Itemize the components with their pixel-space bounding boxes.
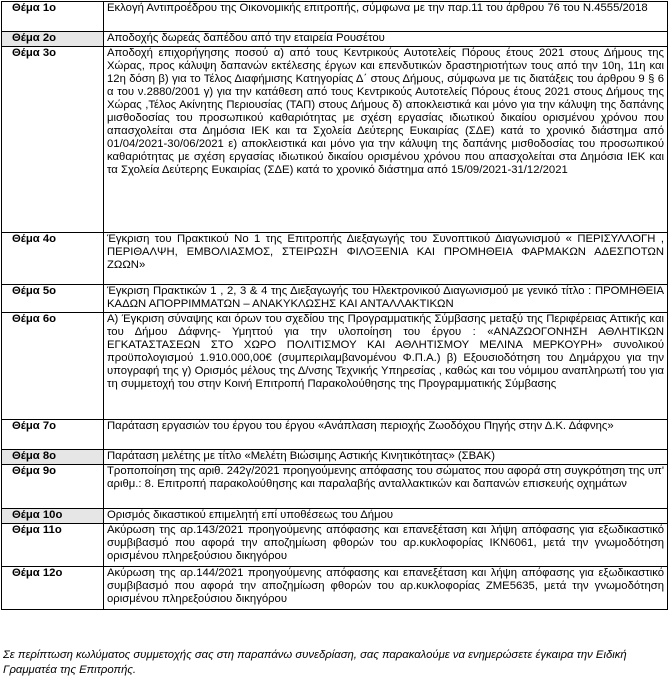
agenda-row	[2, 465, 668, 509]
agenda-row	[2, 2, 668, 32]
item-description: Ορισμός δικαστικού επιμελητή επί υποθέσεως του Δήμου	[104, 509, 668, 524]
item-number: Θέμα 8ο	[2, 450, 104, 465]
item-description: Παράταση μελέτης με τίτλο «Μελέτη Βιώσιμης Αστικής Κινητικότητας» (ΣΒΑΚ)	[104, 450, 668, 465]
agenda-row	[2, 233, 668, 285]
agenda-table	[1, 1, 668, 610]
item-number: Θέμα 7ο	[2, 420, 104, 450]
agenda-row	[2, 524, 668, 567]
agenda-row	[2, 509, 668, 524]
item-description: Ακύρωση της αρ.144/2021 προηγούμενης απόφασης και επανεξέταση και λήψη απόφασης για εξωδικαστικό συμβιβασμό που αφορά την αποζημίωση φθορών του αρ.κυκλοφορίας ΖΜΕ5635, μετά την γνωμοδότηση ορισμένου πληρεξούσιου δικηγόρου	[104, 567, 668, 610]
agenda-row	[2, 313, 668, 420]
item-number: Θέμα 5ο	[2, 285, 104, 313]
agenda-row	[2, 567, 668, 610]
item-description: Ακύρωση της αρ.143/2021 προηγούμενης απόφασης και επανεξέταση και λήψη απόφασης για εξωδικαστικό συμβιβασμό που αφορά την αποζημίωση φθορών του αρ.κυκλοφορίας ΙΚΝ6061, μετά την γνωμοδότηση ορισμένου πληρεξούσιου δικηγόρου	[104, 524, 668, 567]
item-description: Α) Έγκριση σύναψης και όρων του σχεδίου της Προγραμματικής Σύμβασης μεταξύ της Περιφέρειας Αττικής και του Δήμου Δάφνης- Υμηττού για την υλοποίηση του έργου : «ΑΝΑΖΩΟΓΟΝΗΣΗ ΑΘΛΗΤΙΚΩΝ ΕΓΚΑΤΑΣΤΑΣΕΩΝ ΣΤΟ ΧΩΡΟ ΠΟΛΙΤΙΣΜΟΥ ΚΑΙ ΑΘΛΗΤΙΣΜΟΥ ΜΕΛΙΝΑ ΜΕΡΚΟΥΡΗ» συνολικού προϋπολογισμού 1.910.000,00€ (συμπεριλαμβανομένου Φ.Π.Α.) β) Εξουσιοδότηση του Δημάρχου για την υπογραφή της γ) Ορισμός μέλους της Δ/νσης Τεχνικής Υπηρεσίας , καθώς και του νόμιμου αναπληρωτή του για τη συμμετοχή του στην Κοινή Επιτροπή Παρακολούθησης της Προγραμματικής Σύμβασης	[104, 313, 668, 420]
agenda-row	[2, 47, 668, 233]
item-description: Έγκριση Πρακτικών 1 , 2, 3 & 4 της Διεξαγωγής του Ηλεκτρονικού Διαγωνισμού με γενικό τίτλο : ΠΡΟΜΗΘΕΙΑ ΚΑΔΩΝ ΑΠΟΡΡΙΜΜΑΤΩΝ – ΑΝΑΚΥΚΛΩΣΗΣ ΚΑΙ ΑΝΤΑΛΛΑΚΤΙΚΩΝ	[104, 285, 668, 313]
item-number: Θέμα 1ο	[2, 2, 104, 32]
agenda-row	[2, 420, 668, 450]
item-description: Εκλογή Αντιπροέδρου της Οικονομικής επιτροπής, σύμφωνα με την παρ.11 του άρθρου 76 του Ν.4555/2018	[104, 2, 668, 32]
agenda-row	[2, 450, 668, 465]
agenda-row	[2, 285, 668, 313]
item-description: Αποδοχή επιχορήγησης ποσού α) από τους Κεντρικούς Αυτοτελείς Πόρους έτους 2021 στους Δήμους της Χώρας, προς κάλυψη δαπανών εκτέλεσης έργων και επενδυτικών δραστηριοτήτων τους από την 10η, 11η και 12η δόση β) για το Τέλος Διαφήμισης Κατηγορίας Δ΄ στους Δήμους, σύμφωνα με τις διατάξεις του άρθρου 9 § 6 α του ν.2880/2001 γ) για την κατάθεση από τους Κεντρικούς Αυτοτελείς Πόρους έτους 2021 στους Δήμους της Χώρας ,Τέλος Ακίνητης Περιουσίας (ΤΑΠ) στους Δήμους δ) αποκλειστικά και μόνο για την κάλυψη της δαπάνης μισθοδοσίας του προσωπικού καθαριότητας με σχέση εργασίας ιδιωτικού δικαίου ορισμένου χρόνου που απασχολείται στα Δημόσια ΙΕΚ και τα Σχολεία Δεύτερης Ευκαιρίας (ΣΔΕ) κατά το χρονικό διάστημα από 01/04/2021-30/06/2021 ε) αποκλειστικά και μόνο για την κάλυψη της δαπάνης μισθοδοσίας του προσωπικού καθαριότητας με σχέση εργασίας ιδιωτικού δικαίου ορισμένου χρόνου που απασχολείται στα Δημόσια ΙΕΚ και τα Σχολεία Δεύτερης Ευκαιρίας (ΣΔΕ) κατά το χρονικό διάστημα από 15/09/2021-31/12/2021	[104, 47, 668, 233]
item-number: Θέμα 2ο	[2, 32, 104, 47]
footer-note: Σε περίπτωση κωλύματος συμμετοχής σας στη παραπάνω συνεδρίαση, σας παρακαλούμε να ενημερώσετε έγκαιρα την Ειδική Γραμματέα της Επιτροπής.	[3, 649, 627, 676]
agenda-row	[2, 32, 668, 47]
item-number: Θέμα 4ο	[2, 233, 104, 285]
item-number: Θέμα 11ο	[2, 524, 104, 567]
item-number: Θέμα 12ο	[2, 567, 104, 610]
item-description: Τροποποίηση της αριθ. 242γ/2021 προηγούμενης απόφασης του σώματος που αφορά στη συγκρότηση της υπ' αριθμ.: 8. Επιτροπή παρακολούθησης και παραλαβής ανταλλακτικών και δαπανών επισκευής οχημάτων	[104, 465, 668, 509]
item-number: Θέμα 10ο	[2, 509, 104, 524]
item-number: Θέμα 6ο	[2, 313, 104, 420]
item-description: Παράταση εργασιών του έργου του έργου «Ανάπλαση περιοχής Ζωοδόχου Πηγής στην Δ.Κ. Δάφνης»	[104, 420, 668, 450]
item-description: Αποδοχής δωρεάς δαπέδου από την εταιρεία Ρουσέτου	[104, 32, 668, 47]
item-number: Θέμα 9ο	[2, 465, 104, 509]
item-number: Θέμα 3ο	[2, 47, 104, 233]
item-description: Έγκριση του Πρακτικού Νο 1 της Επιτροπής Διεξαγωγής του Συνοπτικού Διαγωνισμού « ΠΕΡΙΣΥΛΛΟΓΗ , ΠΕΡΙΘΑΛΨΗ, ΕΜΒΟΛΙΑΣΜΟΣ, ΣΤΕΙΡΩΣΗ ΦΙΛΟΞΕΝΙΑ ΚΑΙ ΠΡΟΜΗΘΕΙΑ ΦΑΡΜΑΚΩΝ ΑΔΕΣΠΟΤΩΝ ΖΩΩΝ»	[104, 233, 668, 285]
